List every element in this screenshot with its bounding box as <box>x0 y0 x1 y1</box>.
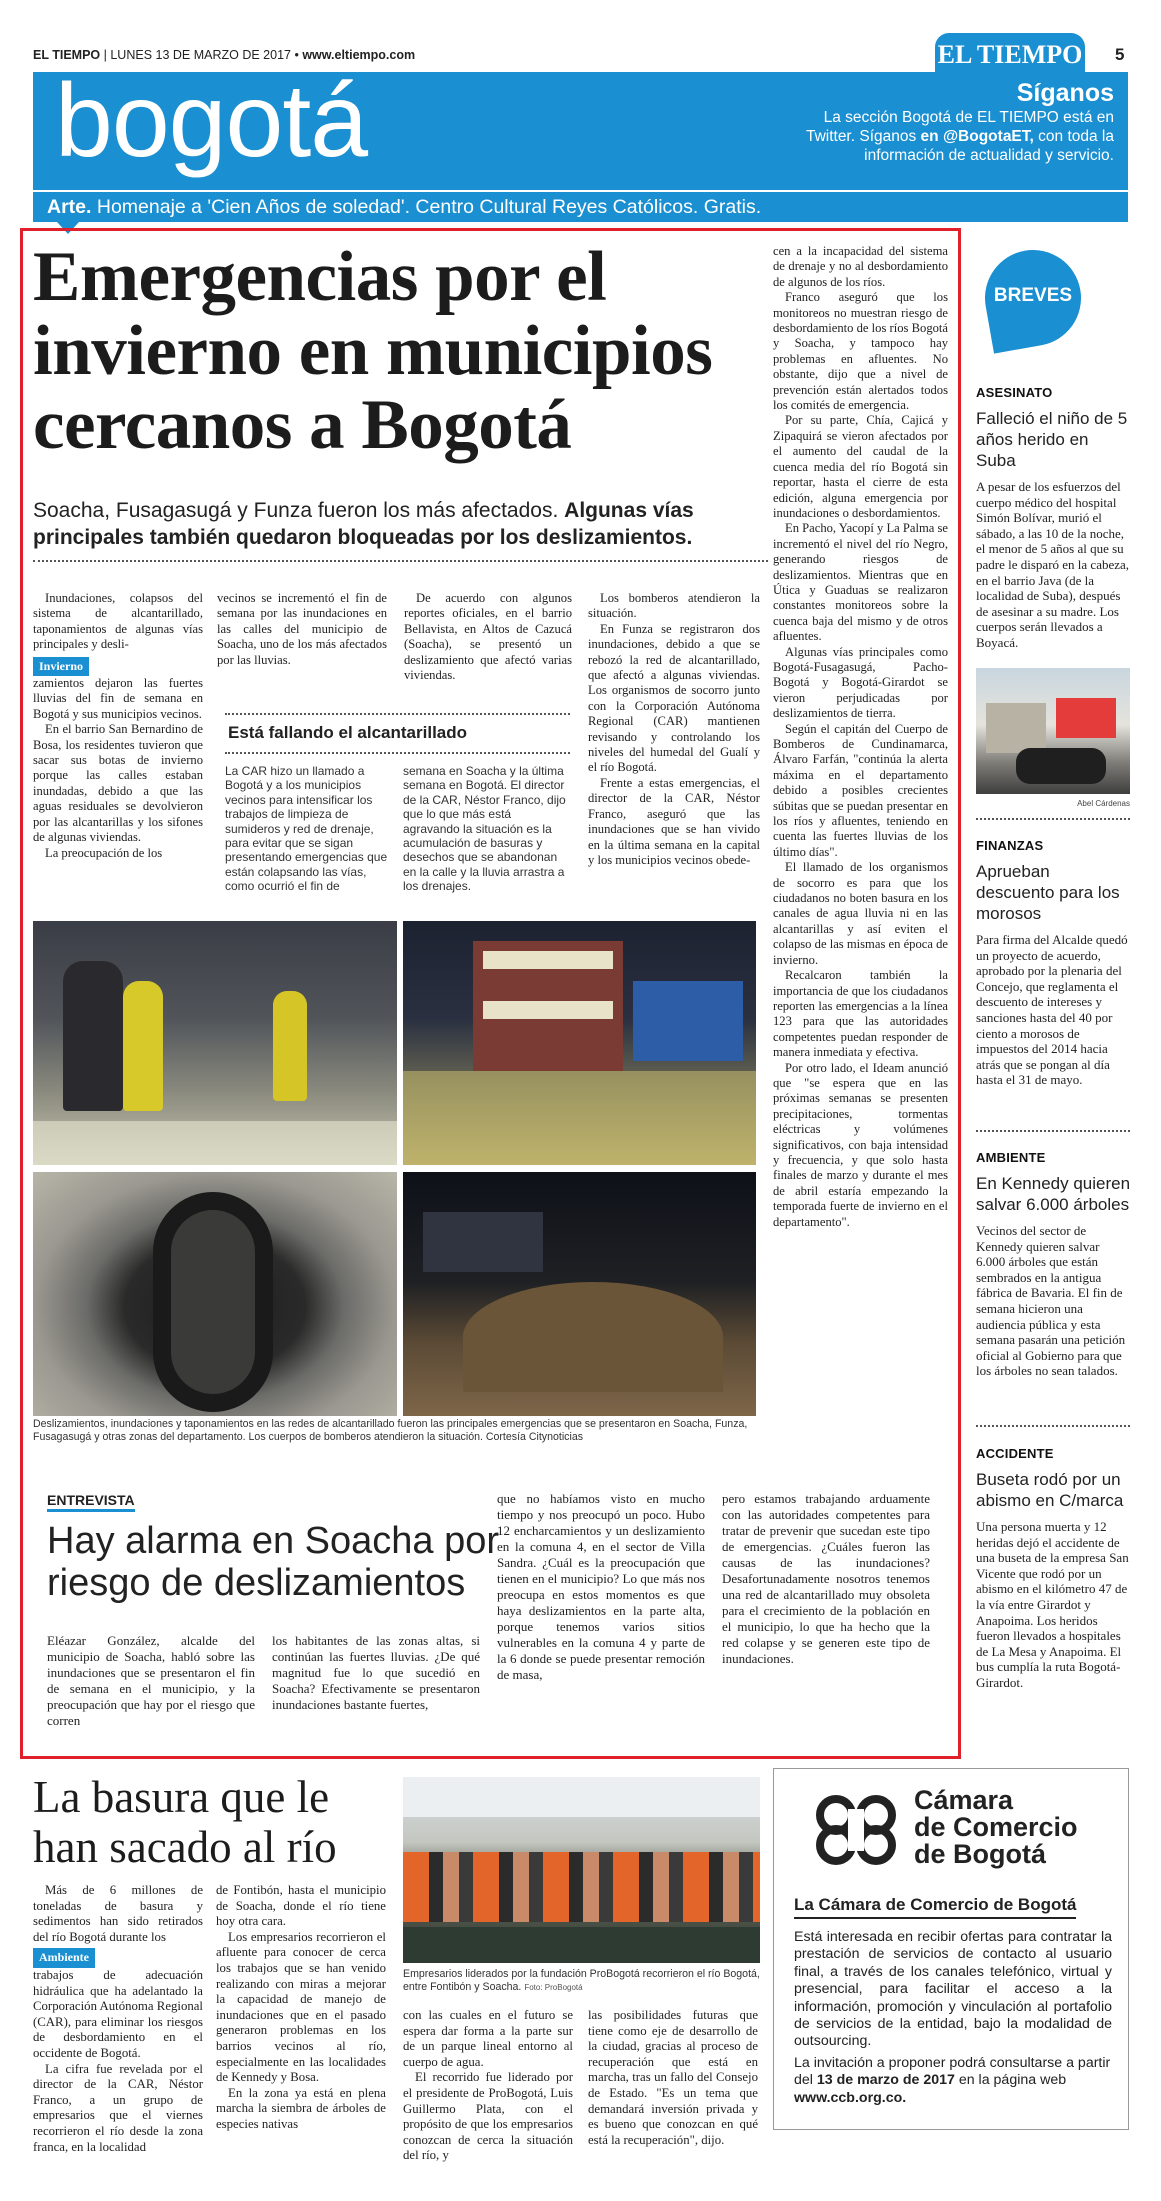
interview-label: ENTREVISTA <box>47 1492 135 1512</box>
brief-1-title: Falleció el niño de 5 años herido en Suba <box>976 409 1128 470</box>
interview-title: Hay alarma en Soacha por riesgo de deslizamientos <box>47 1520 500 1604</box>
basura-caption: Empresarios liderados por la fundación ProBogotá recorrieron el río Bogotá, entre Fontibón y Soacha. Foto: ProBogotá <box>403 1968 760 1993</box>
brief-rule-2 <box>976 1130 1130 1132</box>
ccb-logo-text: Cámara de Comercio de Bogotá <box>914 1785 1078 1869</box>
brief-rule-1 <box>976 818 1130 820</box>
photo-suba-credit: Abel Cárdenas <box>1077 799 1130 808</box>
ad-date: 13 de marzo de 2017 <box>816 2072 955 2089</box>
basura-headline: La basura que le han sacado al río <box>33 1772 337 1872</box>
tag-ambiente: Ambiente <box>33 1948 95 1968</box>
brief-1-category: ASESINATO <box>976 385 1053 400</box>
basura-col-1: Más de 6 millones de toneladas de basura y sedimentos han sido retirados del río Bogotá durante los Ambiente trabajos de adecuación hidráulica que ha adelantado la Corporación Autónoma Regional (CAR), para eliminar los riesgos de desbordamiento en el occidente de Bogotá. La cifra fue revelada por el director de la CAR, Néstor Franco, a un grupo de empresarios que el viernes recorrieron el río desde la zona franca, en la localidad <box>33 1883 203 2154</box>
issue-date: LUNES 13 DE MARZO DE 2017 <box>110 48 291 62</box>
article-col-5: cen a la incapacidad del sistema de drenaje y no al desbordamiento de algunos de los ríos. Franco aseguró que los monitoreos no muestran riesgo de desbordamiento de los ríos Bogotá y Soacha, y tampoco hay problemas en afluentes. No obstante, dijo que a nivel de prevención están alertados todos los comités de emergencia. Por su parte, Chía, Cajicá y Zipaquirá se vieron afectados por el aumento del caudal de la cuenca media del río Bogotá sin reportar, hasta el cierre de esta edición, alguna emergencia por inundaciones o desbordamientos. En Pacho, Yacopí y La Palma se incrementó el nivel del río Negro, generando riesgos de deslizamientos. Mientras que en Útica y Guaduas se realizaron constantes monitoreos sobre la cuenca baja del mismo y de otros afluentes. Algunas vías principales como Bogotá-Fusagasugá, Pacho-Bogotá y Bogotá-Girardot se vieron perjudicadas por deslizamientos de tierra. Según el capitán del Cuerpo de Bomberos de Cundinamarca, Álvaro Farfán, "continúa la alerta máxima en el departamento debido a posibles crecientes súbitas que se puedan presentar en los ríos y afluentes, teniendo en cuenta las fuertes lluvias de los último días". El llamado de los organismos de socorro es para que los ciudadanos no boten basura en los canales de agua lluvia ni en las alcantarillas y así eviten el colapso de las mismas en época de invierno. Recalcaron también la importancia de que los ciudadanos reporten las emergencias a la línea 123 para que las autoridades competentes puedan responder de manera inmediata y efectiva. Por otro lado, el Ideam anunció que "se espera que en las próximas semanas se presenten precipitaciones, tormentas eléctricas y volúmenes significativos, con baja intensidad y frecuencia, y que solo hasta finales de marzo y durante el mes de abril estaría empezando la temporada fuerte de invierno en el departamento". <box>773 244 948 1229</box>
deck-rule <box>33 560 768 562</box>
follow-line-2: Twitter. Síganos en @BogotaET, con toda la <box>805 128 1114 145</box>
brief-rule-3 <box>976 1425 1130 1427</box>
section-title: bogotá <box>55 63 368 179</box>
logo-badge <box>935 33 1085 77</box>
brief-4-title: Buseta rodó por un abismo en C/marca <box>976 1470 1124 1510</box>
brief-2-body: Para firma del Alcalde quedó un proyecto de acuerdo, aprobado por la plenaria del Concejo, que reglamenta el descuento de intereses y sanciones hasta del 40 por ciento a morosos de impuestos del 2014 hacia atrás que se pongan al día hasta el 31 de mayo. <box>976 932 1128 1088</box>
brief-1-body: A pesar de los esfuerzos del cuerpo médico del hospital Simón Bolívar, murió el sábado, a las 10 de la noche, el menor de 5 años al que su padre le disparó en la cabeza, en el barrio Java (de la localidad de Suba), después de asesinar a su madre. Los cuerpos serán llevados a Boyacá. <box>976 479 1130 650</box>
photo-flooded-street <box>33 921 397 1165</box>
interview-col-3: que no habíamos visto en mucho tiempo y nos preocupó un poco. Hubo 12 encharcamientos y un deslizamiento en la comuna 4, en el sector de Villa Sandra. ¿Cuál es la preocupación que tienen en el municipio? Lo que más nos preocupa en estos momentos es que haya deslizamientos en la parte alta, porque tenemos varios sitios vulnerables en la comuna 4 y parte de la 6 donde se puede presentar remoción de masa, <box>497 1491 705 1682</box>
brief-1 <box>976 385 1131 651</box>
tag-invierno: Invierno <box>33 657 89 676</box>
follow-title: Síganos <box>1016 79 1114 107</box>
box-title: Está fallando el alcantarillado <box>228 723 468 742</box>
follow-box <box>694 78 1114 165</box>
ad-url[interactable]: www.ccb.org.co. <box>794 2089 907 2106</box>
brief-4-body: Una persona muerta y 12 heridas dejó el accidente de una buseta de la empresa San Vicente que rodó por un abismo en el kilómetro 47 de la vía entre Girardot y Anapoima. Los heridos fueron llevados a hospitales de La Mesa y Anapoima. El bus cumplía la ruta Bogotá- Girardot. <box>976 1519 1129 1690</box>
article-col-3: De acuerdo con algunos reportes oficiales, en el barrio Bellavista, en Altos de Cazucá (Soacha), se presentó un deslizamiento que afectó varias viviendas. <box>404 591 572 683</box>
art-label: Arte. <box>47 196 92 218</box>
brief-4 <box>976 1446 1131 1691</box>
article-col-4: Los bomberos atendieron la situación. En Funza se registraron dos inundaciones, debido a que se rebozó la red de alcantarillado, que afectó a algunas viviendas. Los organismos de socorro junto con la Corporación Autónoma Regional (CAR) mantienen revisando y controlando los niveles del humedal del Gualí y el río Bogotá. Frente a estas emergencias, el director de la CAR, Néstor Franco, aseguró que las inundaciones que se han vivido en la última semana en la capital y los municipios vecinos obede- <box>588 591 760 867</box>
logo-text: EL TIEMPO <box>937 40 1083 69</box>
ad-body: Está interesada en recibir ofertas para contratar la prestación de servicios de contacto al usuario final, a través de los canales telefónico, virtual y presencial, para facilitar el acceso a la información, promoción y vinculación al portafolio de servicios de la entidad, bajo la modalidad de outsourcing. <box>794 1929 1112 2050</box>
paper-name: EL TIEMPO <box>33 48 101 62</box>
art-text: Homenaje a 'Cien Años de soledad'. Centro Cultural Reyes Católicos. Gratis. <box>96 196 762 218</box>
brief-3 <box>976 1150 1131 1379</box>
page-number: 5 <box>1115 45 1125 64</box>
box-col-1: La CAR hizo un llamado a Bogotá y a los municipios vecinos para intensificar los trabajos de limpieza de sumideros y red de drenaje, para evitar que se sigan presentando emergencias que están colapsando las vías, como ocurrió el fin de <box>225 764 388 894</box>
section-banner <box>33 63 1128 190</box>
site-link[interactable]: www.eltiempo.com <box>302 48 416 62</box>
article-col-1: Inundaciones, colapsos del sistema de alcantarillado, taponamientos de algunas vías principales y desli- Invierno zamientos dejaron las fuertes lluvias del fin de semana en Bogotá y sus municipios vecinos. En el barrio San Bernardino de Bosa, los residentes tuvieron que sacar sus botas de invierno porque las calles estaban inundadas, debido a que las aguas residuales se devolvieron por las alcantarillas y los sifones de algunas viviendas. La preocupación de los <box>33 591 203 860</box>
box-col-2: semana en Soacha y la última semana en Bogotá. El director de la CAR, Néstor Franco, dijo que lo que más está agravando la situación es la acumulación de basuras y desechos que se abandonan en la calle y la lluvia arrastra a los drenajes. <box>403 764 566 894</box>
basura-col-2: de Fontibón, hasta el municipio de Soacha, donde el río tiene hoy otra cara. Los empresarios recorrieron el afluente para conocer de cerca los trabajos que se han venido realizando con miras a mejorar la capacidad de manejo de inundaciones que en el pasado generaron problemas en los barrios vecinos al río, especialmente en las localidades de Kennedy y Bosa. En la zona ya está en plena marcha la siembra de árboles de especies nativas <box>216 1883 386 2131</box>
brief-3-category: AMBIENTE <box>976 1150 1046 1165</box>
ccb-logo-icon <box>814 1795 904 1865</box>
brief-4-category: ACCIDENTE <box>976 1446 1054 1461</box>
photo-landslide <box>403 1172 756 1416</box>
interview-col-4: pero estamos trabajando arduamente con las autoridades competentes para tratar de prevenir que sucedan este tipo de emergencias. ¿Cuáles fueron las causas de las inundaciones? Desafortunadamente nosotros tenemos una red de alcantarillado muy obsoleta para el crecimiento de la población en el municipio, lo que ha hecho que la red colapse y se generen este tipo de inundaciones. <box>722 1491 930 1666</box>
photo-night-house <box>403 921 756 1165</box>
box-rule-top <box>225 713 570 715</box>
box-rule-mid <box>225 752 570 754</box>
ad-heading: La Cámara de Comercio de Bogotá <box>794 1895 1076 1919</box>
photo-caption: Deslizamientos, inundaciones y taponamientos en las redes de alcantarillado fueron las principales emergencias que se presentaron en Soacha, Funza, Fusagasugá y otras zonas del departamento. Los cuerpos de bomberos atendieron la situación. Cortesía Citynoticias <box>33 1418 748 1443</box>
ccb-logo-svg <box>814 1795 904 1865</box>
brief-3-title: En Kennedy quieren salvar 6.000 árboles <box>976 1174 1131 1214</box>
basura-col-4: las posibilidades futuras que tiene como eje de desarrollo de la ciudad, gracias al proceso de recuperación que está en marcha, tras un fallo del Consejo de Estado. "Es un tema que demandará inversión privada y es bueno que conozcan en qué está la recuperación", dijo. <box>588 2008 758 2147</box>
art-strip <box>33 192 1128 222</box>
brief-2-title: Aprueban descuento para los morosos <box>976 862 1120 923</box>
top-bar: EL TIEMPO | LUNES 13 DE MARZO DE 2017 • www.eltiempo.com <box>33 48 416 62</box>
brief-2 <box>976 838 1131 1088</box>
follow-line-1: La sección Bogotá de EL TIEMPO está en <box>823 109 1114 126</box>
twitter-handle[interactable]: en @BogotaET, <box>920 128 1034 145</box>
ad-box[interactable] <box>773 1768 1129 2130</box>
main-headline: Emergencias por el invierno en municipios cercanos a Bogotá <box>33 238 713 464</box>
brief-2-category: FINANZAS <box>976 838 1044 853</box>
breves-badge-text: BREVES <box>993 285 1073 306</box>
photo-suba <box>976 668 1130 794</box>
follow-line-3: información de actualidad y servicio. <box>864 147 1114 164</box>
deck: Soacha, Fusagasugá y Funza fueron los más afectados. Algunas vías principales también quedaron bloqueadas por los deslizamientos. <box>33 499 694 549</box>
brief-3-body: Vecinos del sector de Kennedy quieren salvar 6.000 árboles que están sembrados en la antigua fábrica de Bavaria. El fin de semana hicieron una audiencia pública y esta semana pasarán una petición oficial al Gobierno para que los árboles no sean talados. <box>976 1223 1126 1379</box>
interview-col-2: los habitantes de las zonas altas, si continúan las fuertes lluvias. ¿De qué magnitud fue lo que sucedió en Soacha? Efectivamente se presentaron inundaciones bastante fuertes, <box>272 1633 480 1712</box>
article-col-2: vecinos se incrementó el fin de semana por las inundaciones en las calles del municipio de Soacha, uno de los más afectados por las lluvias. <box>217 591 387 667</box>
ad-invite: La invitación a proponer podrá consultarse a partir del 13 de marzo de 2017 en la página web www.ccb.org.co. <box>794 2055 1111 2106</box>
basura-col-3: con las cuales en el futuro se espera dar forma a la parte sur de un parque lineal entorno al cuerpo de agua. El recorrido fue liderado por el presidente de ProBogotá, Luis Guillermo Plata, con el propósito de que los empresarios conozcan de cerca la situación del río, y <box>403 2008 573 2163</box>
interview-col-1: Eléazar González, alcalde del municipio de Soacha, habló sobre las inundaciones que se presentaron el fin de semana en el municipio, y la preocupación que hay por el riesgo que corren <box>47 1633 255 1728</box>
photo-manhole-tire <box>33 1172 397 1416</box>
photo-boat-tour <box>403 1777 760 1963</box>
